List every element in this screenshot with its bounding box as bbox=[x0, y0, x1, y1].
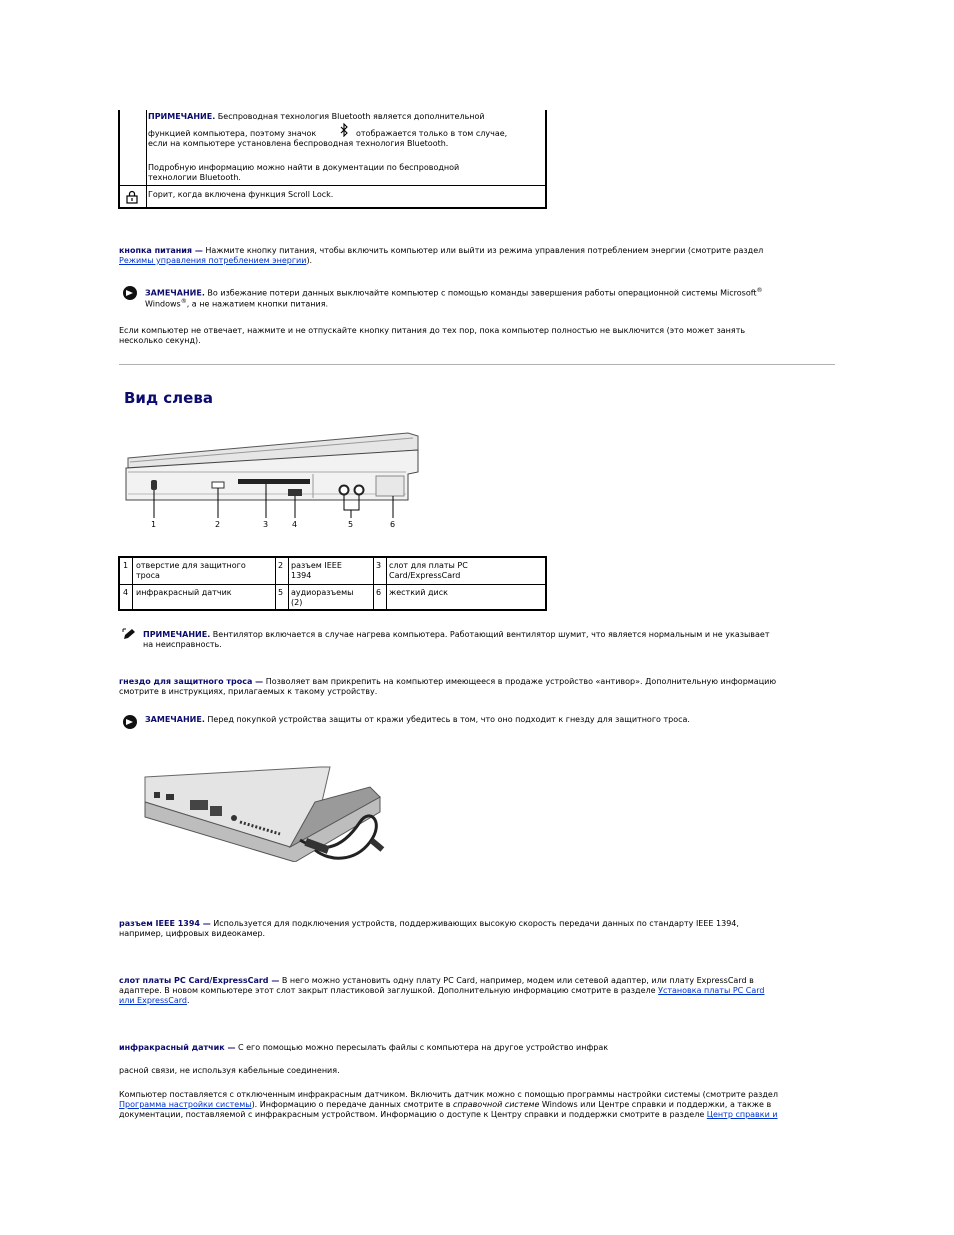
bluetooth-icon bbox=[339, 123, 349, 137]
bluetooth-docs-line2: технологии Bluetooth. bbox=[148, 173, 241, 182]
infrared-line2: расной связи, не используя кабельные соединения. bbox=[119, 1066, 340, 1075]
power-modes-link[interactable]: Режимы управления потреблением энергии bbox=[119, 256, 307, 265]
pccard-line3: или ExpressCard. bbox=[119, 996, 190, 1005]
bluetooth-note-line2b: отображается только в том случае, bbox=[356, 129, 508, 138]
callout-4: 4 bbox=[292, 520, 298, 529]
legend-num: 6 bbox=[376, 588, 382, 597]
pccard-line2: адаптере. В новом компьютере этот слот закрыт пластиковой заглушкой. Дополнительную информацию смотрите в разделе Установка платы PC Card bbox=[119, 986, 765, 995]
caution-security: ЗАМЕЧАНИЕ. Перед покупкой устройства защиты от кражи убедитесь в том, что оно подходит к гнезду для защитного троса. bbox=[145, 715, 690, 724]
bluetooth-docs-line1: Подробную информацию можно найти в документации по беспроводной bbox=[148, 163, 460, 172]
caution-shutdown: ЗАМЕЧАНИЕ. Во избежание потери данных выключайте компьютер с помощью команды завершения работы операционной системы Microsoft® bbox=[145, 287, 763, 298]
pccard-paragraph: слот платы PC Card/ExpressCard — В него можно установить одну плату PC Card, например, модем или сетевой адаптер, или плату ExpressCard в bbox=[119, 976, 754, 985]
scroll-lock-icon bbox=[125, 190, 139, 204]
legend-label: Card/ExpressCard bbox=[389, 571, 461, 580]
caution-icon bbox=[123, 715, 137, 729]
legend-label: 1394 bbox=[291, 571, 312, 580]
bluetooth-note-line2: функцией компьютера, поэтому значок bbox=[148, 129, 317, 138]
figure-hard-drive bbox=[376, 476, 404, 496]
note-fan-line2: на неисправность. bbox=[143, 640, 222, 649]
note-fan: ПРИМЕЧАНИЕ. Вентилятор включается в случае нагрева компьютера. Работающий вентилятор шумит, что является нормальным и не указывает bbox=[143, 630, 770, 639]
unresponsive-line2: несколько секунд). bbox=[119, 336, 201, 345]
figure-pccard-slot bbox=[238, 479, 310, 484]
legend-num: 4 bbox=[123, 588, 129, 597]
section-heading: Вид слева bbox=[124, 389, 213, 407]
infrared-setup-line3: документации, поставляемой с инфракрасным устройством. Информацию о доступе к Центру справки и поддержки смотрите в разделе Центр справки и bbox=[119, 1110, 778, 1119]
caution-shutdown-line2: Windows®, а не нажатием кнопки питания. bbox=[145, 298, 329, 309]
section-divider bbox=[119, 364, 835, 365]
figure-audio-jack bbox=[340, 486, 349, 495]
left-view-figure bbox=[118, 428, 428, 530]
power-button-paragraph-line2: Режимы управления потреблением энергии). bbox=[119, 256, 313, 265]
caution-icon bbox=[123, 286, 137, 300]
ieee-paragraph: разъем IEEE 1394 — Используется для подключения устройств, поддерживающих высокую скорость передачи данных по стандарту IEEE 1394, bbox=[119, 919, 739, 928]
legend-label: (2) bbox=[291, 598, 303, 607]
security-slot-paragraph: гнездо для защитного троса — Позволяет вам прикрепить на компьютер имеющееся в продаже устройство «антивор». Дополнительную информацию bbox=[119, 677, 777, 686]
figure-audio-jack bbox=[355, 486, 364, 495]
figure-ir-sensor bbox=[288, 489, 302, 496]
callout-2: 2 bbox=[215, 520, 221, 529]
ieee-line2: например, цифровых видеокамер. bbox=[119, 929, 266, 938]
callout-6: 6 bbox=[390, 520, 396, 529]
legend-num: 2 bbox=[278, 561, 284, 570]
callout-3: 3 bbox=[263, 520, 269, 529]
figure-security-slot bbox=[151, 480, 157, 490]
infrared-paragraph: инфракрасный датчик — С его помощью можно пересылать файлы с компьютера на другое устройство инфрак bbox=[119, 1043, 609, 1052]
callout-5: 5 bbox=[348, 520, 354, 529]
security-cable-figure bbox=[140, 762, 390, 862]
unresponsive-line1: Если компьютер не отвечает, нажмите и не отпускайте кнопку питания до тех пор, пока компьютер полностью не выключится (это может занять bbox=[119, 326, 746, 335]
pccard-install-link-cont[interactable]: или ExpressCard bbox=[119, 996, 188, 1005]
callout-1: 1 bbox=[151, 520, 157, 529]
legend-label: слот для платы PC bbox=[389, 561, 468, 570]
infrared-setup-line2: Программа настройки системы). Информацию о передаче данных смотрите в справочной системе Windows или Центре справки и поддержки, а также в bbox=[119, 1100, 772, 1109]
security-slot-line2: смотрите в инструкциях, прилагаемых к такому устройству. bbox=[119, 687, 378, 696]
scroll-lock-description: Горит, когда включена функция Scroll Lock. bbox=[148, 190, 334, 199]
note-pencil-icon bbox=[122, 628, 136, 640]
figure-ieee-port bbox=[212, 482, 224, 488]
system-setup-link[interactable]: Программа настройки системы bbox=[119, 1100, 252, 1109]
power-button-paragraph: кнопка питания — Нажмите кнопку питания, чтобы включить компьютер или выйти из режима управления потреблением энергии (смотрите раздел bbox=[119, 246, 764, 255]
legend-table bbox=[118, 556, 547, 611]
legend-num: 3 bbox=[376, 561, 382, 570]
infrared-setup-line1: Компьютер поставляется с отключенным инфракрасным датчиком. Включить датчик можно с помощью программы настройки системы (смотрите раздел bbox=[119, 1090, 778, 1099]
bluetooth-note: ПРИМЕЧАНИЕ. Беспроводная технология Bluetooth является дополнительной bbox=[148, 112, 485, 121]
help-center-link[interactable]: Центр справки и bbox=[706, 1110, 778, 1119]
pccard-install-link[interactable]: Установка платы PC Card bbox=[658, 986, 765, 995]
legend-label: отверстие для защитного bbox=[136, 561, 246, 570]
legend-label: аудиоразъемы bbox=[291, 588, 354, 597]
legend-label: разъем IEEE bbox=[291, 561, 342, 570]
legend-label: жесткий диск bbox=[389, 588, 448, 597]
bluetooth-note-line3: если на компьютере установлена беспроводная технология Bluetooth. bbox=[148, 139, 449, 148]
legend-num: 5 bbox=[278, 588, 284, 597]
legend-num: 1 bbox=[123, 561, 129, 570]
legend-label: инфракрасный датчик bbox=[136, 588, 232, 597]
table-row-divider bbox=[120, 185, 545, 186]
legend-label: троса bbox=[136, 571, 160, 580]
